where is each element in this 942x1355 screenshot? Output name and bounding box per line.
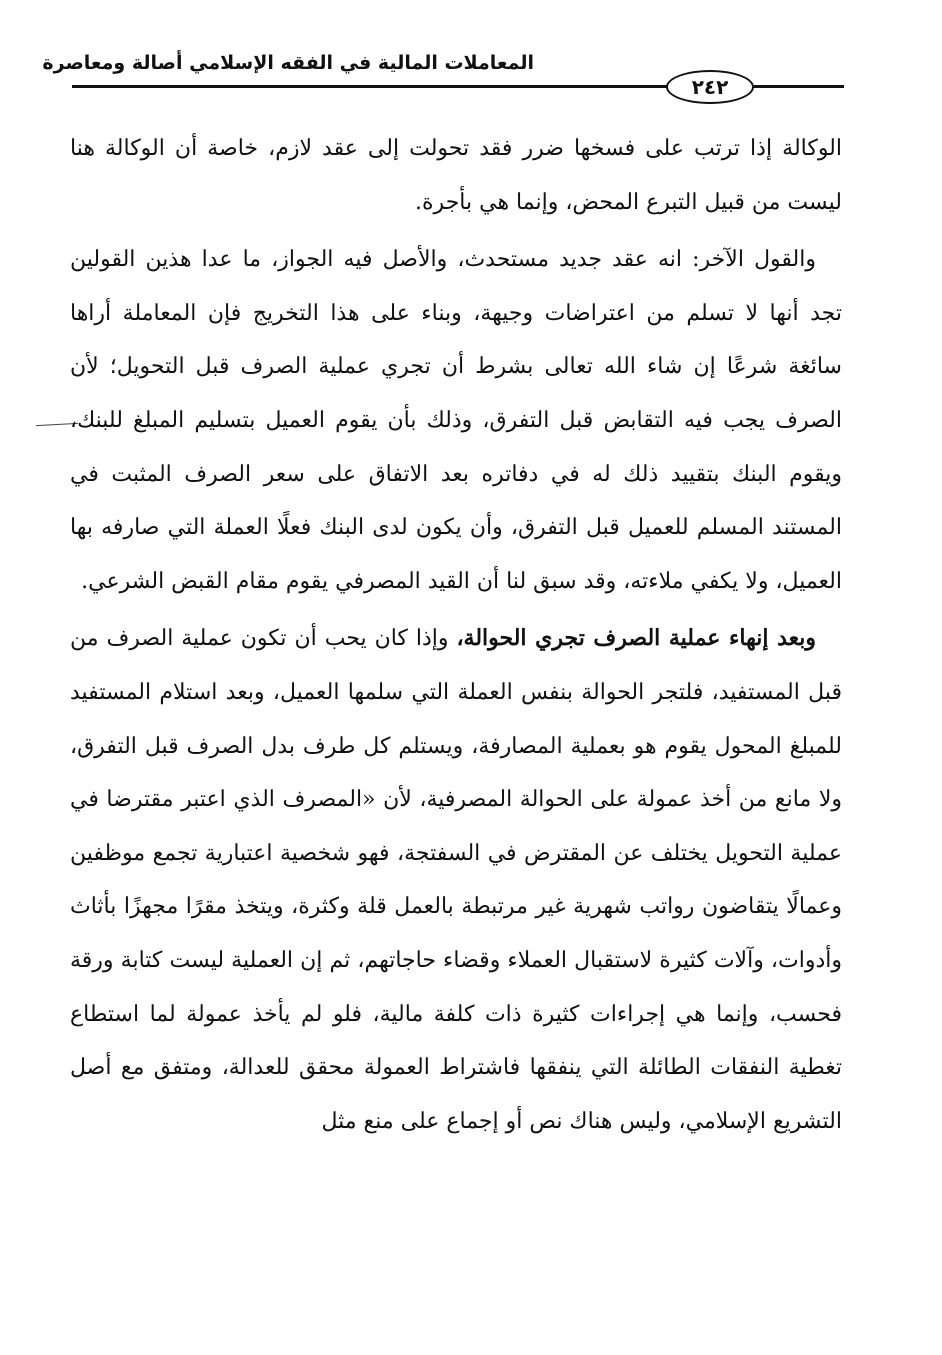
body-text — [70, 122, 842, 1148]
paragraph-transfer — [70, 612, 842, 1148]
paragraph-transfer-rest: وإذا كان يحب أن تكون عملية الصرف من قبل المستفيد، فلتجر الحوالة بنفس العملة التي سلمها العميل، وبعد استلام المستفيد للمبلغ المحول يقوم هو بعملية المصارفة، ويستلم كل طرف بدل الصرف قبل التفرق، ولا مانع من أخذ عمولة على الحوالة المصرفية، لأن «المصرف الذي اعتبر مقترضا في عملية التحويل يختلف عن المقترض في السفتجة، فهو شخصية اعتبارية تجمع موظفين وعمالًا يتقاضون رواتب شهرية غير مرتبطة بالعمل قلة وكثرة، ويتخذ مقرًا مجهزًا بأثاث وأدوات، وآلات كثيرة لاستقبال العملاء وقضاء حاجاتهم، ثم إن العملية ليست كتابة ورقة فحسب، وإنما هي إجراءات كثيرة ذات كلفة مالية، فلو لم يأخذ عمولة لما استطاع تغطية النفقات الطائلة التي ينفقها فاشتراط العمولة محقق للعدالة، ومتفق مع أصل التشريع الإسلامي، وليس هناك نص أو إجماع على منع مثل — [70, 626, 843, 1134]
page-number: ٢٤٢ — [666, 70, 754, 104]
paragraph-transfer-lead: وبعد إنهاء عملية الصرف تجري الحوالة، — [456, 625, 816, 652]
paragraph-continued: الوكالة إذا ترتب على فسخها ضرر فقد تحولت إلى عقد لازم، خاصة أن الوكالة هنا ليست من قبيل التبرع المحض، وإنما هي بأجرة. — [70, 136, 842, 215]
running-title: المعاملات المالية في الفقه الإسلامي أصالة ومعاصرة — [42, 52, 534, 74]
paragraph-other-opinion: والقول الآخر: انه عقد جديد مستحدث، والأصل فيه الجواز، ما عدا هذين القولين تجد أنها لا تسلم من اعتراضات وجيهة، وبناء على هذا التخريج فإن المعاملة أراها سائغة شرعًا إن شاء الله تعالى بشرط أن تجري عملية الصرف قبل التحويل؛ لأن الصرف يجب فيه التقابض قبل التفرق، وذلك بأن يقوم العميل بتسليم المبلغ للبنك، ويقوم البنك بتقييد ذلك له في دفاتره بعد الاتفاق على سعر الصرف المثبت في المستند المسلم للعميل قبل التفرق، وأن يكون لدى البنك فعلًا العملة التي صارفه بها العميل، ولا يكفي ملاءته، وقد سبق لنا أن القيد المصرفي يقوم مقام القبض الشرعي. — [70, 247, 842, 594]
